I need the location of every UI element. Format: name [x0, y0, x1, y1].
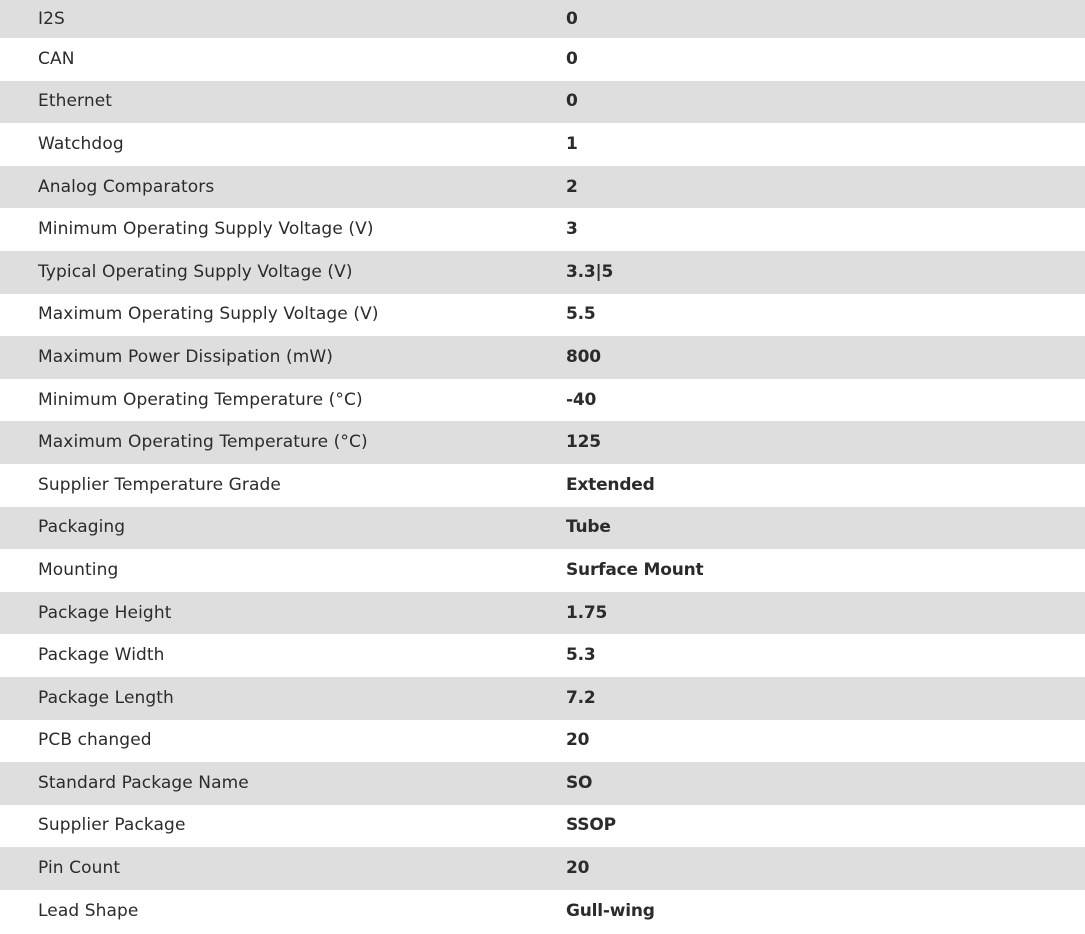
spec-label: Package Length	[0, 677, 566, 720]
spec-label: CAN	[38, 48, 75, 69]
spec-row-typical-supply-voltage	[0, 251, 1085, 294]
spec-label: Mounting	[38, 559, 119, 580]
spec-label: PCB changed	[38, 730, 152, 751]
spec-label: Minimum Operating Temperature (°C)	[38, 389, 363, 410]
spec-value: 5.5	[566, 304, 596, 325]
spec-row-package-width	[0, 634, 1085, 677]
spec-value: 7.2	[566, 677, 1085, 720]
spec-label: Maximum Operating Temperature (°C)	[0, 421, 566, 464]
spec-value: 20	[566, 847, 1085, 890]
spec-value: SSOP	[566, 815, 616, 836]
spec-label: Maximum Power Dissipation (mW)	[0, 336, 566, 379]
spec-row-package-height	[0, 592, 1085, 635]
spec-value: Tube	[566, 507, 1085, 550]
spec-value: 5.3	[566, 645, 596, 666]
spec-row-i2s	[0, 0, 1085, 38]
spec-row-max-power-dissipation	[0, 336, 1085, 379]
spec-value: 0	[566, 81, 1085, 124]
spec-label: Analog Comparators	[0, 166, 566, 209]
spec-value: 20	[566, 730, 590, 751]
spec-value: SO	[566, 762, 1085, 805]
spec-value: Extended	[566, 474, 655, 495]
spec-row-package-length	[0, 677, 1085, 720]
spec-row-lead-shape	[0, 890, 1085, 933]
spec-label: I2S	[0, 0, 566, 38]
spec-value: 800	[566, 336, 1085, 379]
spec-label: Supplier Temperature Grade	[38, 474, 281, 495]
spec-value: 1.75	[566, 592, 1085, 635]
spec-label: Lead Shape	[38, 900, 139, 921]
spec-row-supplier-temperature-grade	[0, 464, 1085, 507]
spec-row-max-supply-voltage	[0, 294, 1085, 337]
spec-value: -40	[566, 389, 597, 410]
spec-value: 125	[566, 421, 1085, 464]
spec-value: 1	[566, 133, 578, 154]
spec-label: Typical Operating Supply Voltage (V)	[0, 251, 566, 294]
spec-row-watchdog	[0, 123, 1085, 166]
spec-label: Minimum Operating Supply Voltage (V)	[38, 219, 374, 240]
spec-value: Surface Mount	[566, 559, 704, 580]
spec-row-standard-package-name	[0, 762, 1085, 805]
spec-value: 0	[566, 0, 1085, 38]
spec-row-pcb-changed	[0, 720, 1085, 763]
spec-value: 2	[566, 166, 1085, 209]
spec-row-ethernet	[0, 81, 1085, 124]
spec-value: 3.3|5	[566, 251, 1085, 294]
spec-label: Maximum Operating Supply Voltage (V)	[38, 304, 379, 325]
spec-label: Package Width	[38, 645, 165, 666]
spec-label: Package Height	[0, 592, 566, 635]
spec-label: Watchdog	[38, 133, 124, 154]
spec-row-min-operating-temperature	[0, 379, 1085, 422]
spec-row-max-operating-temperature	[0, 421, 1085, 464]
spec-row-analog-comparators	[0, 166, 1085, 209]
spec-label: Pin Count	[0, 847, 566, 890]
spec-value: 3	[566, 219, 578, 240]
spec-label: Supplier Package	[38, 815, 186, 836]
spec-row-packaging	[0, 507, 1085, 550]
spec-row-supplier-package	[0, 805, 1085, 848]
spec-row-mounting	[0, 549, 1085, 592]
spec-label: Standard Package Name	[0, 762, 566, 805]
spec-label: Packaging	[0, 507, 566, 550]
spec-row-pin-count	[0, 847, 1085, 890]
spec-row-min-supply-voltage	[0, 208, 1085, 251]
spec-value: 0	[566, 48, 578, 69]
spec-row-can	[0, 38, 1085, 81]
spec-value: Gull-wing	[566, 900, 655, 921]
spec-label: Ethernet	[0, 81, 566, 124]
